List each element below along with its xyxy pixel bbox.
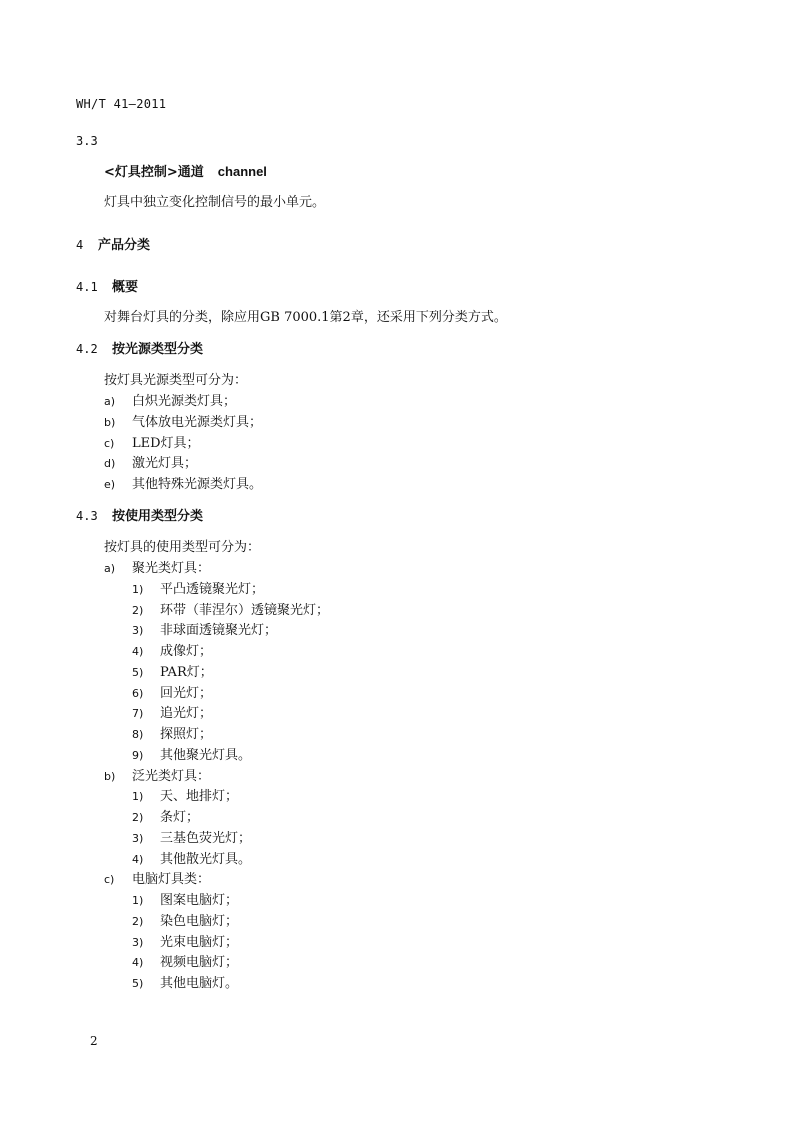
list-item: 6) 回光灯；	[132, 686, 213, 701]
section-4-3-heading	[76, 505, 203, 524]
term-entry	[104, 161, 267, 180]
list-item: c) LED灯具；	[104, 436, 200, 451]
list-item: 2) 环带（菲涅尔）透镜聚光灯；	[132, 603, 330, 618]
list-group: c) 电脑灯具类：	[104, 872, 211, 887]
term-definition: 灯具中独立变化控制信号的最小单元。	[104, 195, 326, 210]
list-item: 7) 追光灯；	[132, 706, 213, 721]
section-number: 4.2	[76, 342, 98, 356]
list-item: d) 激光灯具；	[104, 456, 198, 471]
list-item: 1) 天、地排灯；	[132, 789, 239, 804]
section-number: 4	[76, 238, 84, 252]
section-4-1-heading	[76, 276, 138, 295]
list-item: 5) PAR灯；	[132, 665, 213, 680]
section-number: 4.3	[76, 509, 98, 523]
list-item: 4) 成像灯；	[132, 644, 213, 659]
list-item: a) 白炽光源类灯具；	[104, 394, 237, 409]
list-item: 1) 平凸透镜聚光灯；	[132, 582, 265, 597]
list-item: 3) 光束电脑灯；	[132, 935, 239, 950]
section-4-3-intro: 按灯具的使用类型可分为：	[104, 540, 261, 555]
section-4-1-text: 对舞台灯具的分类，除应用GB 7000.1第2章，还采用下列分类方式。	[104, 310, 507, 325]
list-item: 5) 其他电脑灯。	[132, 976, 239, 991]
section-title: 概要	[112, 280, 139, 295]
term-chinese: <灯具控制>通道	[104, 165, 204, 180]
section-title: 产品分类	[98, 238, 151, 253]
section-number: 3.3	[76, 134, 98, 148]
list-group: a) 聚光类灯具：	[104, 561, 211, 576]
section-3-3-heading	[76, 134, 112, 149]
section-4-2-heading	[76, 338, 203, 357]
list-item: 4) 其他散光灯具。	[132, 852, 252, 867]
section-number: 4.1	[76, 280, 98, 294]
page-number: 2	[90, 1034, 98, 1048]
list-item: 8) 探照灯；	[132, 727, 213, 742]
section-4-2-intro: 按灯具光源类型可分为：	[104, 373, 248, 388]
list-item: 3) 三基色荧光灯；	[132, 831, 252, 846]
section-4-heading	[76, 234, 150, 253]
list-item: 2) 染色电脑灯；	[132, 914, 239, 929]
list-item: e) 其他特殊光源类灯具。	[104, 477, 263, 492]
standard-code-header: WH/T 41—2011	[76, 97, 167, 111]
list-item: 3) 非球面透镜聚光灯；	[132, 623, 278, 638]
term-english: channel	[217, 164, 267, 179]
list-item: 4) 视频电脑灯；	[132, 955, 239, 970]
list-item: 2) 条灯；	[132, 810, 200, 825]
list-group: b) 泛光类灯具：	[104, 769, 211, 784]
section-title: 按使用类型分类	[112, 509, 204, 524]
section-title: 按光源类型分类	[112, 342, 204, 357]
list-item: b) 气体放电光源类灯具；	[104, 415, 263, 430]
list-item: 9) 其他聚光灯具。	[132, 748, 252, 763]
list-item: 1) 图案电脑灯；	[132, 893, 239, 908]
